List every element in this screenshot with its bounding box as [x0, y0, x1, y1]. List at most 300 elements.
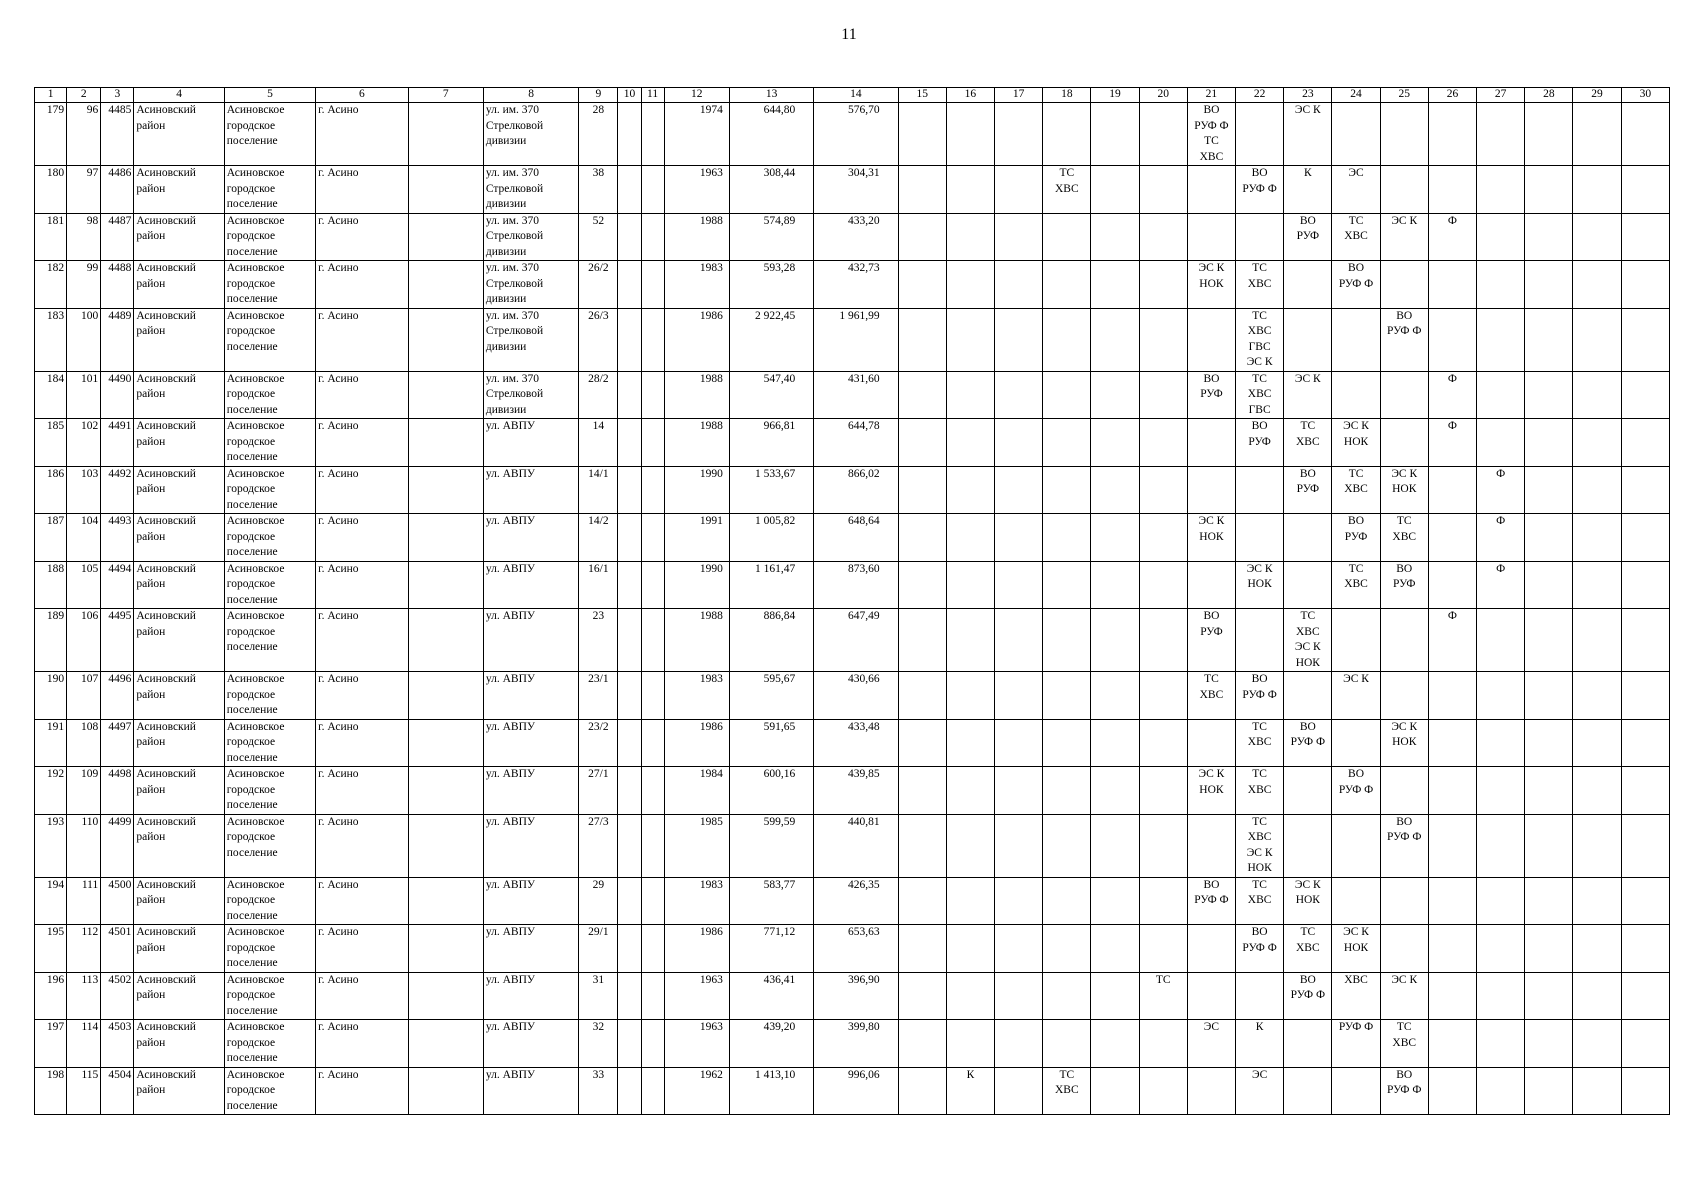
cell-col-1: 198 [35, 1067, 67, 1115]
cell-col-6: г. Асино [316, 719, 408, 767]
cell-col-12: 1963 [664, 972, 729, 1020]
cell-col-27 [1477, 609, 1525, 672]
cell-col-14: 1 961,99 [814, 308, 898, 371]
cell-col-5: Асиновское городское поселение [224, 877, 315, 925]
cell-col-12: 1988 [664, 419, 729, 467]
cell-col-21 [1187, 213, 1235, 261]
cell-col-6: г. Асино [316, 213, 408, 261]
cell-col-24: ТС ХВС [1332, 213, 1380, 261]
cell-col-22: ТС ХВС ЭС К НОК [1236, 814, 1284, 877]
cell-col-13: 593,28 [729, 261, 813, 309]
cell-col-19 [1091, 814, 1139, 877]
cell-col-23 [1284, 1020, 1332, 1068]
cell-col-6: г. Асино [316, 972, 408, 1020]
cell-col-2: 107 [67, 672, 101, 720]
column-header-15: 15 [898, 88, 946, 103]
cell-col-9: 27/1 [579, 767, 618, 815]
cell-col-23 [1284, 261, 1332, 309]
cell-col-14: 996,06 [814, 1067, 898, 1115]
cell-col-11 [641, 814, 664, 877]
cell-col-8: ул. им. 370 Стрелковой дивизии [483, 213, 578, 261]
cell-col-27 [1477, 877, 1525, 925]
cell-col-21 [1187, 972, 1235, 1020]
cell-col-3: 4493 [101, 514, 134, 562]
cell-col-20 [1139, 672, 1187, 720]
cell-col-3: 4500 [101, 877, 134, 925]
cell-col-4: Асиновский район [134, 1067, 224, 1115]
cell-col-14: 432,73 [814, 261, 898, 309]
cell-col-17 [995, 561, 1043, 609]
cell-col-23 [1284, 767, 1332, 815]
cell-col-23: К [1284, 166, 1332, 214]
cell-col-20 [1139, 767, 1187, 815]
cell-col-23 [1284, 814, 1332, 877]
cell-col-27 [1477, 103, 1525, 166]
cell-col-9: 31 [579, 972, 618, 1020]
cell-col-19 [1091, 609, 1139, 672]
table-row [35, 213, 1670, 261]
cell-col-8: ул. АВПУ [483, 561, 578, 609]
cell-col-5: Асиновское городское поселение [224, 466, 315, 514]
cell-col-9: 14 [579, 419, 618, 467]
cell-col-16 [946, 561, 994, 609]
cell-col-28 [1525, 877, 1573, 925]
cell-col-8: ул. им. 370 Стрелковой дивизии [483, 166, 578, 214]
cell-col-6: г. Асино [316, 814, 408, 877]
cell-col-10 [618, 466, 641, 514]
cell-col-11 [641, 1020, 664, 1068]
cell-col-27 [1477, 261, 1525, 309]
table-row [35, 466, 1670, 514]
cell-col-22: ВО РУФ [1236, 419, 1284, 467]
cell-col-14: 866,02 [814, 466, 898, 514]
cell-col-12: 1986 [664, 925, 729, 973]
cell-col-5: Асиновское городское поселение [224, 925, 315, 973]
cell-col-7 [408, 609, 483, 672]
cell-col-30 [1621, 767, 1669, 815]
cell-col-13: 436,41 [729, 972, 813, 1020]
cell-col-27 [1477, 308, 1525, 371]
table-row [35, 925, 1670, 973]
cell-col-12: 1991 [664, 514, 729, 562]
cell-col-16 [946, 466, 994, 514]
cell-col-29 [1573, 419, 1621, 467]
cell-col-10 [618, 609, 641, 672]
cell-col-8: ул. АВПУ [483, 972, 578, 1020]
cell-col-27 [1477, 925, 1525, 973]
cell-col-30 [1621, 103, 1669, 166]
cell-col-27 [1477, 371, 1525, 419]
column-header-10: 10 [618, 88, 641, 103]
cell-col-7 [408, 419, 483, 467]
cell-col-21: ТС ХВС [1187, 672, 1235, 720]
cell-col-23: ВО РУФ [1284, 466, 1332, 514]
table-row [35, 609, 1670, 672]
cell-col-4: Асиновский район [134, 925, 224, 973]
cell-col-25 [1380, 371, 1428, 419]
cell-col-26: Ф [1428, 213, 1476, 261]
cell-col-12: 1988 [664, 213, 729, 261]
cell-col-8: ул. им. 370 Стрелковой дивизии [483, 371, 578, 419]
cell-col-13: 547,40 [729, 371, 813, 419]
cell-col-1: 195 [35, 925, 67, 973]
table-row [35, 166, 1670, 214]
cell-col-17 [995, 767, 1043, 815]
cell-col-7 [408, 767, 483, 815]
cell-col-19 [1091, 466, 1139, 514]
cell-col-19 [1091, 261, 1139, 309]
cell-col-11 [641, 1067, 664, 1115]
cell-col-24: ВО РУФ [1332, 514, 1380, 562]
cell-col-4: Асиновский район [134, 166, 224, 214]
cell-col-25: ВО РУФ Ф [1380, 814, 1428, 877]
column-header-9: 9 [579, 88, 618, 103]
cell-col-25: ТС ХВС [1380, 1020, 1428, 1068]
cell-col-12: 1962 [664, 1067, 729, 1115]
cell-col-2: 110 [67, 814, 101, 877]
column-header-4: 4 [134, 88, 224, 103]
cell-col-7 [408, 814, 483, 877]
column-header-3: 3 [101, 88, 134, 103]
cell-col-11 [641, 419, 664, 467]
cell-col-10 [618, 1020, 641, 1068]
cell-col-4: Асиновский район [134, 672, 224, 720]
cell-col-22: ВО РУФ Ф [1236, 925, 1284, 973]
cell-col-24: ЭС К НОК [1332, 419, 1380, 467]
cell-col-17 [995, 1020, 1043, 1068]
table-row [35, 1020, 1670, 1068]
cell-col-21: ЭС К НОК [1187, 514, 1235, 562]
cell-col-9: 14/2 [579, 514, 618, 562]
cell-col-21 [1187, 166, 1235, 214]
cell-col-12: 1986 [664, 308, 729, 371]
cell-col-18 [1043, 103, 1091, 166]
cell-col-21: ЭС К НОК [1187, 261, 1235, 309]
cell-col-12: 1983 [664, 877, 729, 925]
cell-col-2: 102 [67, 419, 101, 467]
cell-col-25 [1380, 419, 1428, 467]
cell-col-7 [408, 213, 483, 261]
cell-col-24: ХВС [1332, 972, 1380, 1020]
cell-col-4: Асиновский район [134, 514, 224, 562]
cell-col-17 [995, 514, 1043, 562]
cell-col-4: Асиновский район [134, 877, 224, 925]
cell-col-18 [1043, 1020, 1091, 1068]
cell-col-21: ВО РУФ Ф ТС ХВС [1187, 103, 1235, 166]
cell-col-10 [618, 925, 641, 973]
cell-col-30 [1621, 814, 1669, 877]
cell-col-6: г. Асино [316, 561, 408, 609]
cell-col-30 [1621, 261, 1669, 309]
cell-col-27 [1477, 767, 1525, 815]
cell-col-18 [1043, 261, 1091, 309]
cell-col-6: г. Асино [316, 514, 408, 562]
cell-col-24 [1332, 719, 1380, 767]
cell-col-26 [1428, 877, 1476, 925]
cell-col-14: 647,49 [814, 609, 898, 672]
cell-col-29 [1573, 371, 1621, 419]
cell-col-30 [1621, 719, 1669, 767]
cell-col-2: 105 [67, 561, 101, 609]
cell-col-8: ул. АВПУ [483, 719, 578, 767]
cell-col-28 [1525, 719, 1573, 767]
cell-col-30 [1621, 1020, 1669, 1068]
cell-col-13: 583,77 [729, 877, 813, 925]
housing-register-table [34, 87, 1670, 1115]
cell-col-30 [1621, 213, 1669, 261]
cell-col-9: 28 [579, 103, 618, 166]
cell-col-29 [1573, 972, 1621, 1020]
cell-col-14: 576,70 [814, 103, 898, 166]
cell-col-7 [408, 261, 483, 309]
cell-col-5: Асиновское городское поселение [224, 719, 315, 767]
cell-col-26 [1428, 103, 1476, 166]
cell-col-9: 16/1 [579, 561, 618, 609]
cell-col-25 [1380, 609, 1428, 672]
cell-col-28 [1525, 371, 1573, 419]
cell-col-10 [618, 972, 641, 1020]
cell-col-25 [1380, 672, 1428, 720]
cell-col-23 [1284, 561, 1332, 609]
cell-col-25: ВО РУФ [1380, 561, 1428, 609]
cell-col-22: ТС ХВС [1236, 261, 1284, 309]
cell-col-4: Асиновский район [134, 814, 224, 877]
cell-col-12: 1983 [664, 672, 729, 720]
cell-col-22 [1236, 213, 1284, 261]
cell-col-19 [1091, 1020, 1139, 1068]
cell-col-8: ул. АВПУ [483, 877, 578, 925]
cell-col-5: Асиновское городское поселение [224, 514, 315, 562]
cell-col-27: Ф [1477, 561, 1525, 609]
cell-col-16 [946, 609, 994, 672]
cell-col-26 [1428, 308, 1476, 371]
cell-col-8: ул. АВПУ [483, 466, 578, 514]
cell-col-27 [1477, 166, 1525, 214]
cell-col-4: Асиновский район [134, 213, 224, 261]
cell-col-29 [1573, 213, 1621, 261]
cell-col-23: ТС ХВС [1284, 925, 1332, 973]
cell-col-27 [1477, 213, 1525, 261]
cell-col-7 [408, 972, 483, 1020]
cell-col-28 [1525, 609, 1573, 672]
cell-col-2: 100 [67, 308, 101, 371]
cell-col-18 [1043, 466, 1091, 514]
cell-col-14: 304,31 [814, 166, 898, 214]
cell-col-15 [898, 1067, 946, 1115]
cell-col-15 [898, 719, 946, 767]
cell-col-9: 52 [579, 213, 618, 261]
cell-col-10 [618, 166, 641, 214]
cell-col-3: 4495 [101, 609, 134, 672]
cell-col-19 [1091, 719, 1139, 767]
cell-col-26 [1428, 767, 1476, 815]
cell-col-24 [1332, 609, 1380, 672]
cell-col-21 [1187, 466, 1235, 514]
column-header-6: 6 [316, 88, 408, 103]
column-header-24: 24 [1332, 88, 1380, 103]
cell-col-29 [1573, 308, 1621, 371]
cell-col-21 [1187, 561, 1235, 609]
cell-col-16 [946, 925, 994, 973]
cell-col-4: Асиновский район [134, 419, 224, 467]
cell-col-5: Асиновское городское поселение [224, 103, 315, 166]
cell-col-15 [898, 514, 946, 562]
cell-col-24: ТС ХВС [1332, 561, 1380, 609]
cell-col-8: ул. АВПУ [483, 814, 578, 877]
cell-col-3: 4499 [101, 814, 134, 877]
cell-col-18 [1043, 514, 1091, 562]
cell-col-9: 26/3 [579, 308, 618, 371]
cell-col-26: Ф [1428, 609, 1476, 672]
cell-col-16 [946, 514, 994, 562]
cell-col-23: ЭС К [1284, 371, 1332, 419]
cell-col-2: 106 [67, 609, 101, 672]
cell-col-30 [1621, 308, 1669, 371]
cell-col-26 [1428, 466, 1476, 514]
cell-col-27 [1477, 719, 1525, 767]
cell-col-5: Асиновское городское поселение [224, 1020, 315, 1068]
cell-col-17 [995, 972, 1043, 1020]
cell-col-7 [408, 1067, 483, 1115]
cell-col-20 [1139, 103, 1187, 166]
cell-col-9: 33 [579, 1067, 618, 1115]
cell-col-30 [1621, 609, 1669, 672]
cell-col-4: Асиновский район [134, 767, 224, 815]
cell-col-26 [1428, 561, 1476, 609]
cell-col-6: г. Асино [316, 261, 408, 309]
cell-col-20 [1139, 213, 1187, 261]
cell-col-2: 101 [67, 371, 101, 419]
cell-col-3: 4492 [101, 466, 134, 514]
cell-col-20 [1139, 814, 1187, 877]
cell-col-17 [995, 371, 1043, 419]
cell-col-20 [1139, 419, 1187, 467]
cell-col-22: ТС ХВС [1236, 767, 1284, 815]
cell-col-4: Асиновский район [134, 103, 224, 166]
cell-col-25: ЭС К [1380, 972, 1428, 1020]
cell-col-7 [408, 308, 483, 371]
column-header-16: 16 [946, 88, 994, 103]
cell-col-12: 1986 [664, 719, 729, 767]
cell-col-7 [408, 1020, 483, 1068]
cell-col-18 [1043, 213, 1091, 261]
cell-col-28 [1525, 1067, 1573, 1115]
cell-col-2: 114 [67, 1020, 101, 1068]
cell-col-5: Асиновское городское поселение [224, 561, 315, 609]
cell-col-17 [995, 672, 1043, 720]
cell-col-25 [1380, 261, 1428, 309]
cell-col-15 [898, 561, 946, 609]
cell-col-15 [898, 371, 946, 419]
cell-col-5: Асиновское городское поселение [224, 371, 315, 419]
cell-col-17 [995, 1067, 1043, 1115]
cell-col-16 [946, 672, 994, 720]
cell-col-24: РУФ Ф [1332, 1020, 1380, 1068]
cell-col-6: г. Асино [316, 877, 408, 925]
cell-col-26 [1428, 1067, 1476, 1115]
column-header-27: 27 [1477, 88, 1525, 103]
cell-col-10 [618, 261, 641, 309]
cell-col-13: 308,44 [729, 166, 813, 214]
cell-col-11 [641, 609, 664, 672]
cell-col-21 [1187, 814, 1235, 877]
column-header-23: 23 [1284, 88, 1332, 103]
cell-col-19 [1091, 877, 1139, 925]
cell-col-5: Асиновское городское поселение [224, 609, 315, 672]
cell-col-25: ВО РУФ Ф [1380, 1067, 1428, 1115]
cell-col-2: 113 [67, 972, 101, 1020]
cell-col-1: 196 [35, 972, 67, 1020]
cell-col-12: 1985 [664, 814, 729, 877]
cell-col-9: 14/1 [579, 466, 618, 514]
table-row [35, 767, 1670, 815]
cell-col-22 [1236, 103, 1284, 166]
cell-col-6: г. Асино [316, 166, 408, 214]
table-row [35, 972, 1670, 1020]
cell-col-3: 4494 [101, 561, 134, 609]
cell-col-21: ВО РУФ [1187, 371, 1235, 419]
cell-col-30 [1621, 925, 1669, 973]
cell-col-22: ВО РУФ Ф [1236, 672, 1284, 720]
cell-col-16 [946, 308, 994, 371]
cell-col-19 [1091, 308, 1139, 371]
cell-col-4: Асиновский район [134, 1020, 224, 1068]
cell-col-15 [898, 308, 946, 371]
cell-col-8: ул. АВПУ [483, 925, 578, 973]
cell-col-29 [1573, 814, 1621, 877]
cell-col-5: Асиновское городское поселение [224, 213, 315, 261]
cell-col-7 [408, 514, 483, 562]
cell-col-3: 4501 [101, 925, 134, 973]
cell-col-22: К [1236, 1020, 1284, 1068]
cell-col-1: 190 [35, 672, 67, 720]
cell-col-20 [1139, 261, 1187, 309]
cell-col-26 [1428, 719, 1476, 767]
cell-col-17 [995, 925, 1043, 973]
cell-col-24 [1332, 877, 1380, 925]
cell-col-4: Асиновский район [134, 719, 224, 767]
cell-col-3: 4496 [101, 672, 134, 720]
cell-col-19 [1091, 1067, 1139, 1115]
cell-col-7 [408, 166, 483, 214]
cell-col-11 [641, 308, 664, 371]
cell-col-3: 4485 [101, 103, 134, 166]
table-row [35, 719, 1670, 767]
column-header-2: 2 [67, 88, 101, 103]
cell-col-2: 103 [67, 466, 101, 514]
cell-col-15 [898, 466, 946, 514]
cell-col-17 [995, 213, 1043, 261]
cell-col-11 [641, 767, 664, 815]
cell-col-18: ТС ХВС [1043, 166, 1091, 214]
cell-col-28 [1525, 466, 1573, 514]
table-row [35, 1067, 1670, 1115]
cell-col-8: ул. им. 370 Стрелковой дивизии [483, 261, 578, 309]
column-header-25: 25 [1380, 88, 1428, 103]
cell-col-12: 1984 [664, 767, 729, 815]
cell-col-12: 1983 [664, 261, 729, 309]
cell-col-12: 1963 [664, 166, 729, 214]
cell-col-20 [1139, 308, 1187, 371]
cell-col-15 [898, 672, 946, 720]
cell-col-3: 4503 [101, 1020, 134, 1068]
cell-col-13: 599,59 [729, 814, 813, 877]
cell-col-20 [1139, 561, 1187, 609]
cell-col-3: 4491 [101, 419, 134, 467]
cell-col-30 [1621, 672, 1669, 720]
cell-col-19 [1091, 103, 1139, 166]
cell-col-8: ул. АВПУ [483, 1020, 578, 1068]
